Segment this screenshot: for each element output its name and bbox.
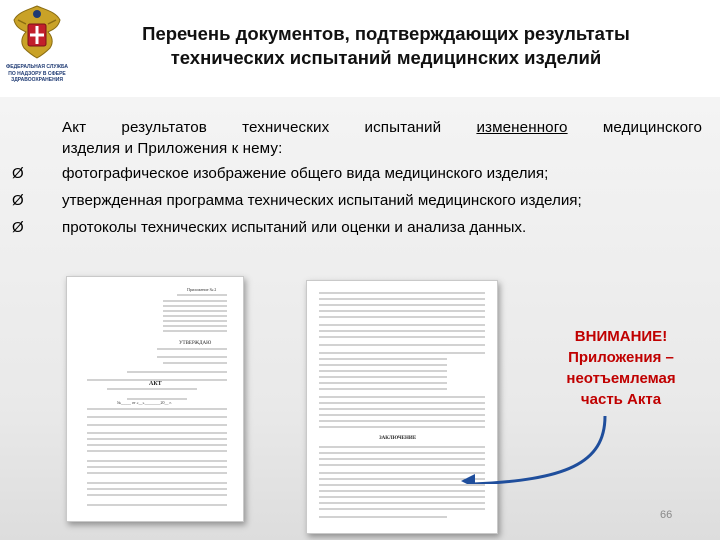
list-item-text: утвержденная программа технических испытаний медицинского изделия; xyxy=(62,192,582,209)
act-conclusion-label: ЗАКЛЮЧЕНИЕ xyxy=(379,436,417,441)
act-document-page-2 xyxy=(306,280,498,534)
intro-paragraph xyxy=(62,117,702,159)
act-header-right: Приложение № 2 xyxy=(187,287,217,292)
warning-line-3: неотъемлемая xyxy=(566,370,676,387)
logo-caption: ФЕДЕРАЛЬНАЯ СЛУЖБА ПО НАДЗОРУ В СФЕРЕ ЗДРАВООХРАНЕНИЯ xyxy=(5,64,68,83)
warning-line-4: часть Акта xyxy=(580,391,662,408)
page-number: 66 xyxy=(660,509,673,521)
intro-word: медицинского xyxy=(602,119,702,136)
list-item-text: протоколы технических испытаний или оценки и анализа данных. xyxy=(62,219,527,236)
bullet-arrow-icon: Ø xyxy=(12,219,24,236)
title-line-2: технических испытаний медицинских изделий xyxy=(170,47,602,68)
intro-line-2: изделия и Приложения к нему: xyxy=(62,140,283,157)
act-page-1-scan xyxy=(67,277,243,521)
title-line-1: Перечень документов, подтверждающих результаты xyxy=(142,23,630,44)
list-item-text: фотографическое изображение общего вида медицинского изделия; xyxy=(62,165,549,182)
intro-word: Акт xyxy=(62,119,87,136)
warning-line-1: ВНИМАНИЕ! xyxy=(574,328,668,345)
intro-word: технических xyxy=(242,119,330,136)
act-page-2-scan xyxy=(307,281,497,533)
list-item xyxy=(12,190,712,211)
emblem-icon xyxy=(4,2,70,64)
bullet-arrow-icon: Ø xyxy=(12,165,24,182)
pointer-arrow-icon xyxy=(455,414,625,484)
warning-line-2: Приложения – xyxy=(568,349,674,366)
warning-callout xyxy=(536,326,706,410)
bullet-arrow-icon: Ø xyxy=(12,192,24,209)
intro-word: результатов xyxy=(121,119,207,136)
act-title-label: АКТ xyxy=(149,381,162,387)
act-document-page-1 xyxy=(66,276,244,522)
intro-word-underlined: измененного xyxy=(476,119,568,136)
list-item xyxy=(12,217,712,238)
intro-line-1 xyxy=(62,117,702,138)
act-number-label: №_____ от «__»________20__ г. xyxy=(117,400,172,405)
page-title xyxy=(96,22,676,70)
list-item xyxy=(12,163,712,184)
act-approve-label: УТВЕРЖДАЮ xyxy=(179,341,212,346)
attachments-list xyxy=(12,163,712,244)
intro-word: испытаний xyxy=(364,119,442,136)
roszdravnadzor-logo xyxy=(4,2,70,92)
